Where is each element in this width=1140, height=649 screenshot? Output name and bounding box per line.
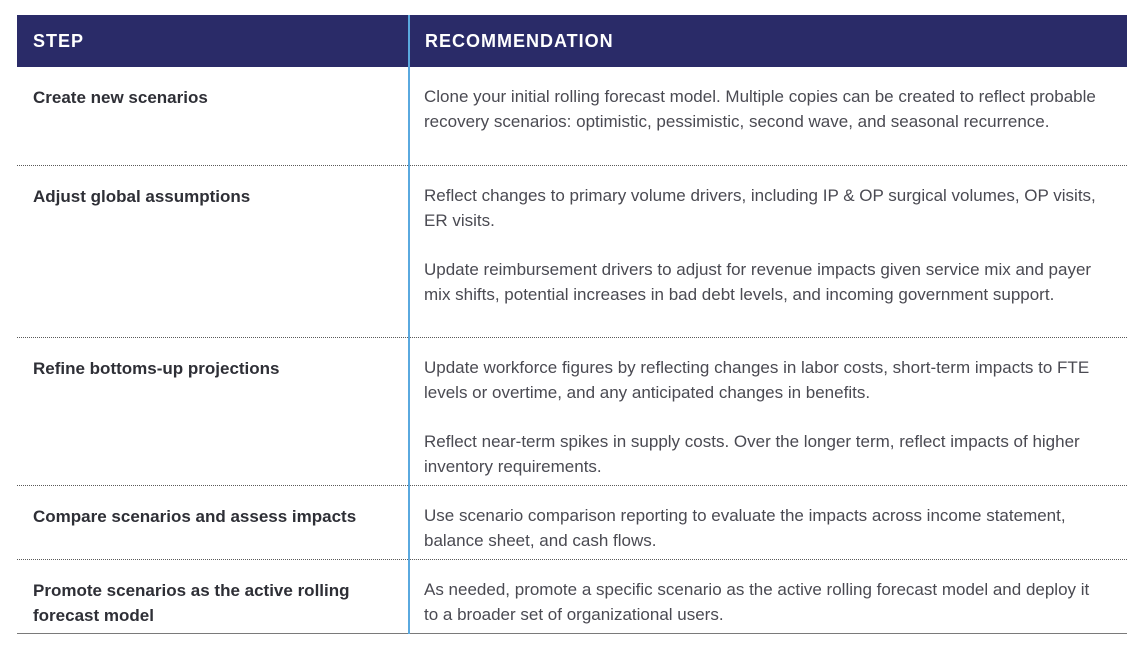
step-column-header: STEP xyxy=(17,15,409,67)
recommendation-text: Update workforce figures by reflecting changes in labor costs, short-term impacts to FTE levels or overtime, and any anticipated changes in benefits. xyxy=(424,357,1090,402)
table-row xyxy=(17,67,1127,165)
recommendation-text: As needed, promote a specific scenario as the active rolling forecast model and deploy it to a broader set of organizational users. xyxy=(424,579,1090,624)
recommendation-table xyxy=(17,15,1127,634)
step-cell: Compare scenarios and assess impacts xyxy=(17,485,409,559)
step-cell: Refine bottoms-up projections xyxy=(17,337,409,485)
recommendation-cell xyxy=(409,67,1127,165)
step-cell: Promote scenarios as the active rolling forecast model xyxy=(17,559,409,633)
recommendation-cell xyxy=(409,337,1127,485)
step-cell: Adjust global assumptions xyxy=(17,165,409,337)
recommendation-text: Use scenario comparison reporting to evaluate the impacts across income statement, balance sheet, and cash flows. xyxy=(424,505,1066,550)
recommendation-text: Reflect near-term spikes in supply costs. Over the longer term, reflect impacts of higher inventory requirements. xyxy=(424,431,1080,476)
table-header-row xyxy=(17,15,1127,67)
recommendation-column-header: RECOMMENDATION xyxy=(409,15,1127,67)
recommendation-cell xyxy=(409,485,1127,559)
table-row xyxy=(17,559,1127,633)
step-cell: Create new scenarios xyxy=(17,67,409,165)
table-row xyxy=(17,337,1127,485)
recommendation-text: Update reimbursement drivers to adjust for revenue impacts given service mix and payer mix shifts, potential increases in bad debt levels, and incoming government support. xyxy=(424,259,1092,304)
recommendation-text: Reflect changes to primary volume drivers, including IP & OP surgical volumes, OP visits, ER visits. xyxy=(424,185,1096,230)
recommendation-cell xyxy=(409,165,1127,337)
table-row xyxy=(17,485,1127,559)
table-row xyxy=(17,165,1127,337)
recommendation-text: Clone your initial rolling forecast model. Multiple copies can be created to reflect probable recovery scenarios: optimistic, pessimistic, second wave, and seasonal recurrence. xyxy=(424,87,1096,131)
recommendation-cell xyxy=(409,559,1127,633)
